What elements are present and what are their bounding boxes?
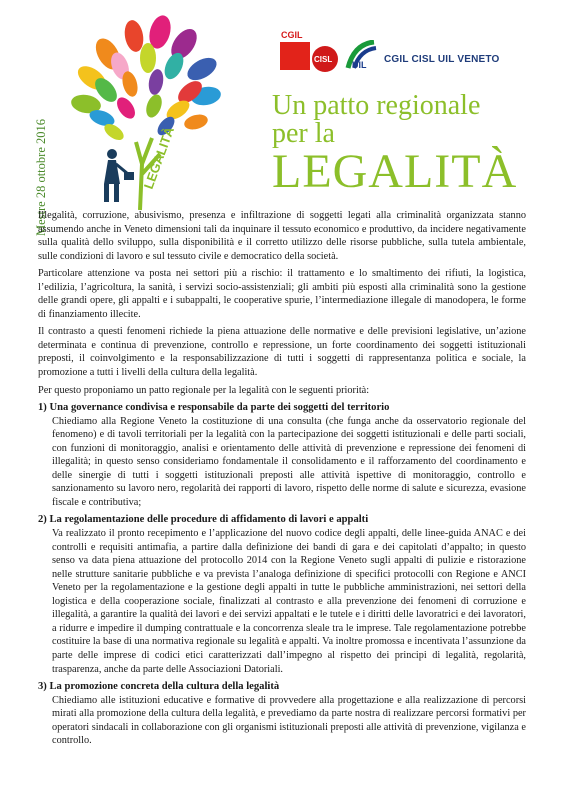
paragraph: Illegalità, corruzione, abusivismo, presenza e infiltrazione di soggetti legati alla criminalità organizzata stanno assumendo anche in Veneto dimensioni tali da inquinare il tessuto economico e produttivo, da incidere negativamente sulla qualità dello sviluppo, sulla disponibilità e il corretto utilizzo delle risorse pubbliche, sulla tutela ambientale, sulle condizioni di lavoro e sul tessuto civile e democratico della società. [38,210,526,262]
date-text: Mestre 28 ottobre 2016 [34,119,48,236]
union-logos [278,32,508,78]
section-heading: 2) La regolamentazione delle procedure di affidamento di lavori e appalti [38,514,369,526]
tree-leaves [70,14,223,143]
tree-legality-label: LEGALITÀ [140,124,178,192]
document-body [38,209,526,750]
section-body: Chiediamo alla Regione Veneto la costituzione di una consulta (che funga anche da osservatorio regionale del fenomeno) e di tavoli territoriali per la legalità con la partecipazione dei soggetti istituzionali e delle parti sociali, con funzioni di monitoraggio, analisi e orientamento delle attività di prevenzione e repressione dei fenomeni di illegalità; in questo senso consideriamo fondamentale il consolidamento e il rafforzamento del coordinamento e delle sinergie di tutti i soggetti istituzionali preposti alle attività ispettive di monitoraggio, controllo e sanzionamento su lavoro nero, regolarità dei rapporti di lavoro, rispetto delle norme di salute e sicurezza, evasione fiscale e contributiva; [52,415,526,508]
section-heading: 3) La promozione concreta della cultura della legalità [38,681,280,693]
date-vertical [34,36,56,236]
paragraph: Particolare attenzione va posta nei settori più a rischio: il trattamento e lo smaltimento dei rifiuti, la logistica, l’edilizia, l’agricoltura, la sanità, i servizi socio-assistenziali; gli ambiti più esposti alla criminalità sono la gestione delle grandi opere, gli appalti e i subappalti, le cooperative spurie, l’intermediazione illegale di manodopera, le forme di finanziamento illecite. [38,268,526,320]
paragraph: Per questo proponiamo un patto regionale per la legalità con le seguenti priorità: [38,384,370,396]
title-line-2: per la [272,118,335,149]
cisl-logo: CISL [312,38,344,74]
uil-logo: UIL [340,40,380,74]
section-body: Chiediamo alle istituzioni educative e formative di provvedere alla progettazione e alla realizzazione di percorsi mirati alla promozione della cultura della legalità, e prevediamo da parte nostra di realizzare percorsi formativi per operatori sindacali in collaborazione con gli organismi istituzionali preposti alle attività di prevenzione, vigilanza e controllo. [52,694,526,747]
logo-caption: CGIL CISL UIL VENETO [384,54,500,65]
cgil-logo: CGIL [278,32,318,72]
paragraph: Il contrasto a questi fenomeni richiede la piena attuazione delle normative e delle previsioni legislative, un’azione determinata e continua di prevenzione, controllo e repressione, un forte coordinamento dei soggetti istituzionali preposti, il coinvolgimento e la responsabilizzazione di tutti i soggetti di rappresentanza politica e sociale, la promozione a tutti i livelli della cultura della legalità. [38,326,526,379]
section-body: Va realizzato il pronto recepimento e l’applicazione del nuovo codice degli appalti, delle linee-guida ANAC e dei controlli e requisiti antimafia, a partire dalla definizione dei bandi di gara e dei capitolati d’appalto; in questo senso va data piena attuazione del protocollo 2014 con la Regione Veneto sugli appalti di pulizie e ristorazione nelle strutture sanitarie pubbliche e va prevista l’analoga definizione di specifici protocolli con Regione e ANCI Veneto per la regolamentazione e la gestione degli appalti in tutte le pubbliche amministrazioni, nei settori della logistica e della cooperazione sociale, finalizzati al contrasto e alla prevenzione dei fenomeni di corruzione e illegalità, a garantire la qualità dei lavori e dei servizi appaltati e le tutele e i diritti delle lavoratrici e dei lavoratori, a ridurre e impedire il dumping contrattuale e la concorrenza sleale tra le imprese. Tale regolamentazione potrebbe costituire la base di una normativa regionale su legalità e appalti. Va inoltre promossa e incentivata l’assunzione da parte delle imprese di codici etici caratterizzati dall’impegno al rispetto dei principi di legalità, regolarità, trasparenza, anche da parte delle Associazioni Datoriali. [52,528,526,675]
title-line-3: LEGALITÀ [272,145,518,198]
legality-tree-illustration [56,14,226,212]
section-heading: 1) Una governance condivisa e responsabile da parte dei soggetti del territorio [38,402,390,414]
gardener-icon [104,149,134,202]
title-line-1: Un patto regionale [272,90,481,121]
